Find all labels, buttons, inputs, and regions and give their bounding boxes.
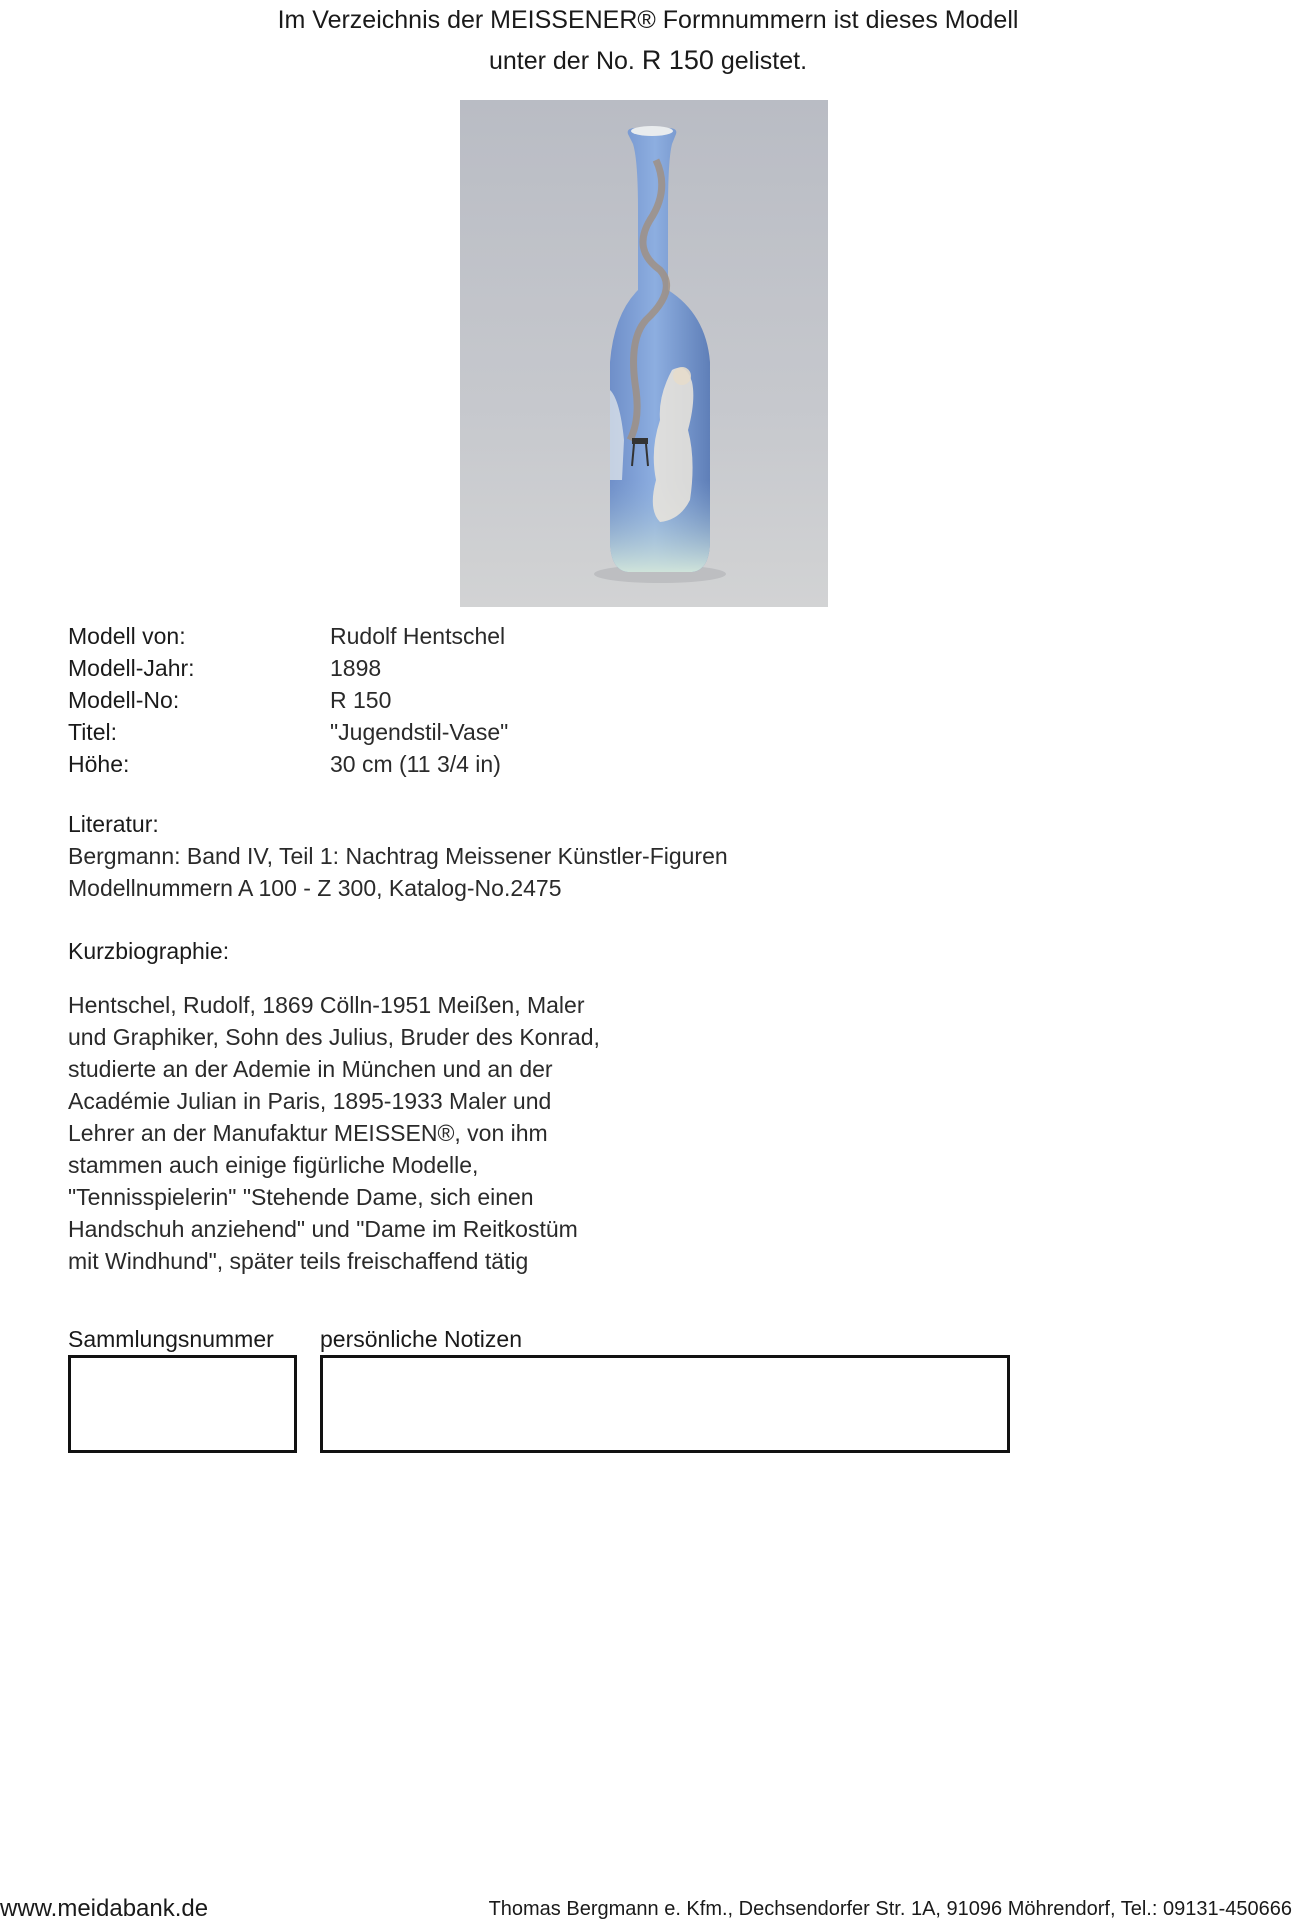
fact-label: Modell-No: — [68, 687, 180, 713]
biography-line: Handschuh anziehend" und "Dame im Reitkostüm — [68, 1216, 578, 1242]
literatur-line: Modellnummern A 100 - Z 300, Katalog-No.2475 — [68, 875, 562, 901]
fact-value: 1898 — [330, 655, 382, 681]
literatur-line: Bergmann: Band IV, Teil 1: Nachtrag Meissener Künstler-Figuren — [68, 843, 728, 869]
notizen-label: persönliche Notizen — [320, 1326, 523, 1352]
biography-title: Kurzbiographie: — [68, 938, 230, 964]
literatur-body — [68, 840, 728, 904]
fact-value: Rudolf Hentschel — [330, 623, 506, 649]
fact-value: 30 cm (11 3/4 in) — [330, 751, 501, 777]
literatur-title: Literatur: — [68, 811, 159, 837]
header-line-2 — [0, 40, 1296, 81]
biography-line: mit Windhund", später teils freischaffend tätig — [68, 1248, 529, 1274]
fact-row-modell-von — [68, 620, 508, 652]
notizen-field[interactable] — [320, 1355, 1010, 1453]
biography-line: studierte an der Ademie in München und an der — [68, 1056, 553, 1082]
sammlungsnummer-field[interactable] — [68, 1355, 297, 1453]
fact-row-hoehe — [68, 748, 508, 780]
biography-line: Lehrer an der Manufaktur MEISSEN®, von ihm — [68, 1120, 548, 1146]
biography-line: und Graphiker, Sohn des Julius, Bruder des Konrad, — [68, 1024, 600, 1050]
fact-label: Titel: — [68, 719, 117, 745]
model-facts — [68, 620, 508, 780]
fact-label: Modell von: — [68, 623, 186, 649]
biography-line: Hentschel, Rudolf, 1869 Cölln-1951 Meißen, Maler — [68, 992, 585, 1018]
fact-row-modell-jahr — [68, 652, 508, 684]
header — [0, 0, 1296, 81]
header-suffix: gelistet. — [720, 47, 808, 75]
biography-line: stammen auch einige figürliche Modelle, — [68, 1152, 479, 1178]
header-line-1: Im Verzeichnis der MEISSENER® Formnummern ist dieses Modell — [277, 6, 1019, 34]
fact-label: Modell-Jahr: — [68, 655, 195, 681]
vase-photo — [460, 100, 828, 607]
sammlungsnummer-label: Sammlungsnummer — [68, 1326, 274, 1352]
fact-value: R 150 — [330, 687, 392, 713]
fact-row-modell-no — [68, 684, 508, 716]
header-model-number: R 150 — [641, 45, 714, 75]
fact-row-titel — [68, 716, 508, 748]
biography-line: Académie Julian in Paris, 1895-1933 Maler und — [68, 1088, 552, 1114]
fact-label: Höhe: — [68, 751, 130, 777]
biography-body — [68, 989, 600, 1277]
fact-value: "Jugendstil-Vase" — [330, 719, 509, 745]
biography-line: "Tennisspielerin" "Stehende Dame, sich einen — [68, 1184, 534, 1210]
footer-website: www.meidabank.de — [0, 1895, 209, 1922]
footer-address: Thomas Bergmann e. Kfm., Dechsendorfer Str. 1A, 91096 Möhrendorf, Tel.: 09131-450666 — [488, 1898, 1292, 1920]
header-prefix: unter der No. — [488, 47, 635, 75]
